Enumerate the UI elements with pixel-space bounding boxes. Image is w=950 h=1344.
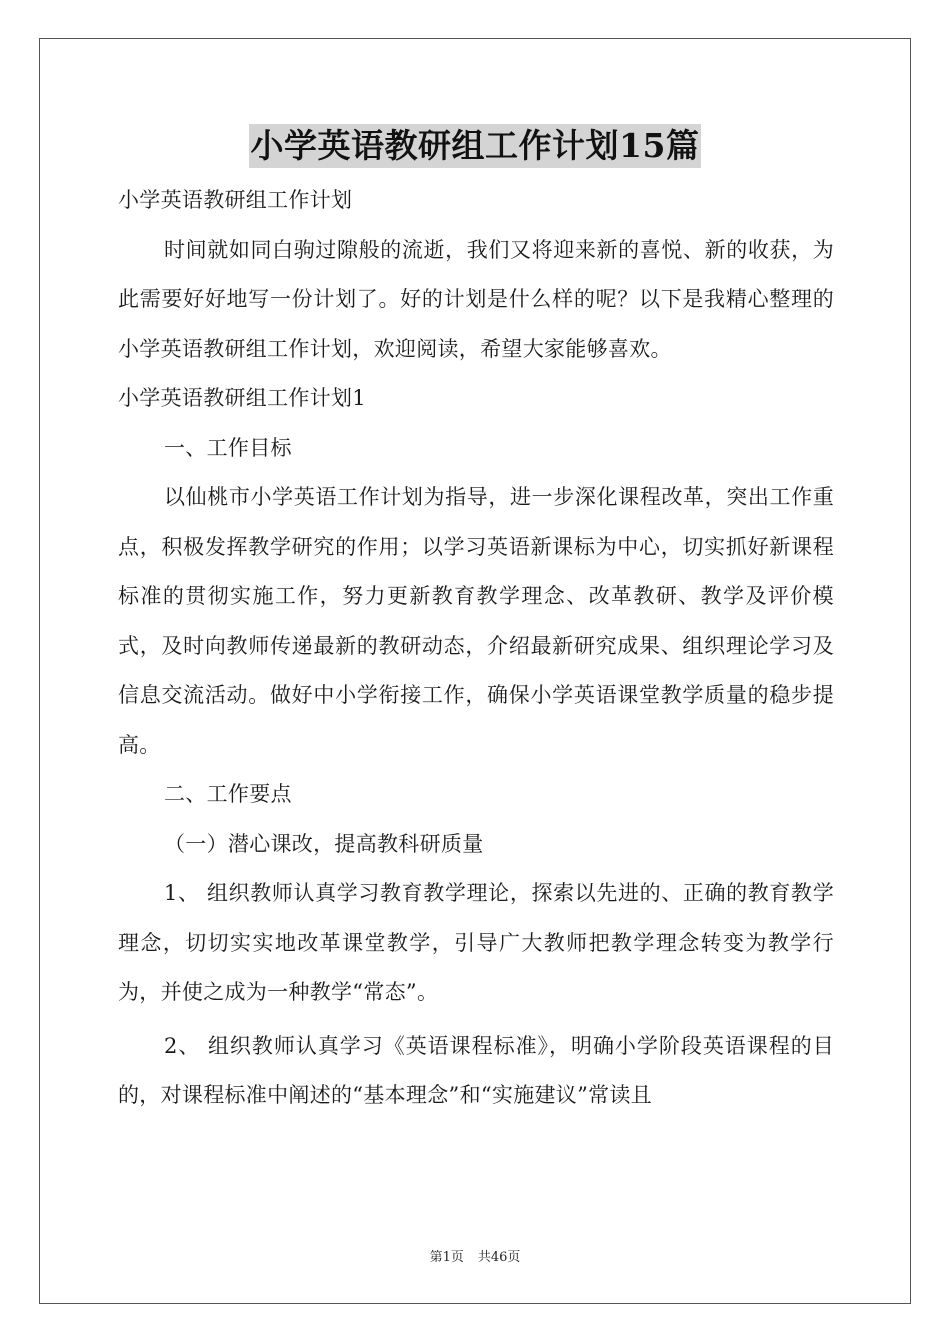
paragraph-key-points-heading: 二、工作要点 bbox=[164, 782, 292, 806]
paragraph-item-1: 1、 组织教师认真学习教育教学理论，探索以先进的、正确的教育教学理念，切切实实地改革课堂教学，引导广大教师把教学理念转变为教学行为，并使之成为一种教学“常态”。 bbox=[118, 881, 834, 1004]
document-title: 小学英语教研组工作计划15篇 bbox=[249, 124, 702, 168]
paragraph-subheading: （一）潜心课改，提高教科研质量 bbox=[164, 831, 484, 856]
document-body bbox=[118, 176, 834, 1121]
paragraph-section-title: 小学英语教研组工作计划1 bbox=[118, 386, 366, 410]
page-total: 共46页 bbox=[477, 1250, 521, 1265]
paragraph-item-2: 2、 组织教师认真学习《英语课程标准》，明确小学阶段英语课程的目的，对课程标准中阐述的“基本理念”和“实施建议”常读且 bbox=[118, 1033, 834, 1107]
paragraph-heading: 小学英语教研组工作计划 bbox=[118, 188, 353, 212]
title-container bbox=[0, 124, 950, 168]
paragraph-goal-heading: 一、工作目标 bbox=[164, 435, 292, 460]
page-footer bbox=[0, 1246, 950, 1265]
paragraph-goal-body: 以仙桃市小学英语工作计划为指导，进一步深化课程改革，突出工作重点，积极发挥教学研究的作用；以学习英语新课标为中心，切实抓好新课程标准的贯彻实施工作，努力更新教育教学理念、改革教研、教学及评价模式，及时向教师传递最新的教研动态，介绍最新研究成果、组织理论学习及信息交流活动。做好中小学衔接工作，确保小学英语课堂教学质量的稳步提高。 bbox=[118, 485, 834, 757]
page-number: 第1页 bbox=[429, 1250, 464, 1265]
paragraph-intro: 时间就如同白驹过隙般的流逝，我们又将迎来新的喜悦、新的收获，为此需要好好地写一份计划了。好的计划是什么样的呢？以下是我精心整理的小学英语教研组工作计划，欢迎阅读，希望大家能够喜欢。 bbox=[118, 237, 834, 361]
